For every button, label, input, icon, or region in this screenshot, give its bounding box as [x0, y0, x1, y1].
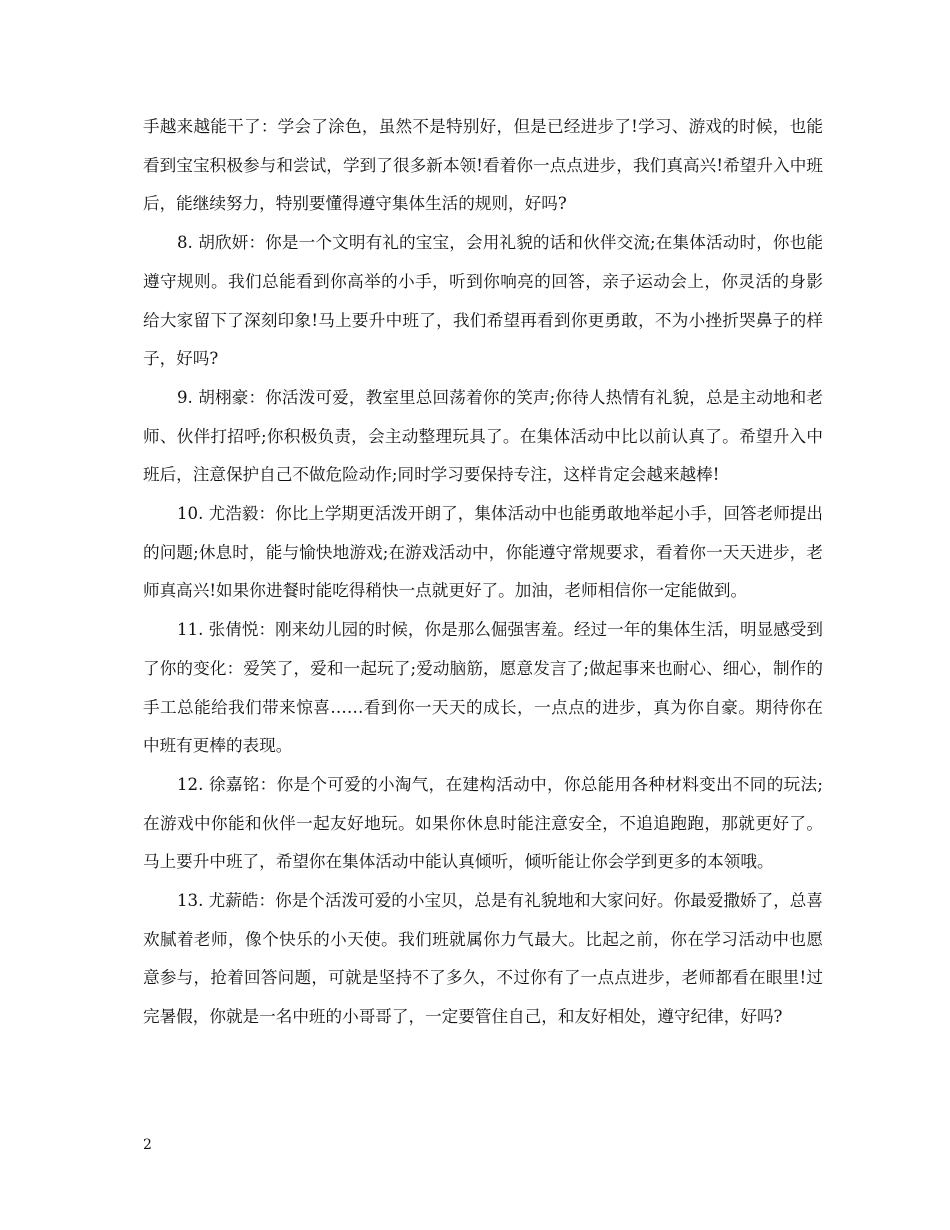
paragraph-continuation: 手越来越能干了：学会了涂色，虽然不是特别好，但是已经进步了!学习、游戏的时候，也能看到宝宝积极参与和尝试，学到了很多新本领!看着你一点点进步，我们真高兴!希望升入中班后，能继续努力，特别要懂得遵守集体生活的规则，好吗?: [143, 117, 823, 214]
paragraph-item-8: 8. 胡欣妍：你是一个文明有礼的宝宝，会用礼貌的话和伙伴交流;在集体活动时，你也能遵守规则。我们总能看到你高举的小手，听到你响亮的回答，亲子运动会上，你灵活的身影给大家留下了深刻印象!马上要升中班了，我们希望再看到你更勇敢，不为小挫折哭鼻子的样子，好吗?: [143, 233, 823, 369]
page-number: 2: [143, 1137, 152, 1153]
paragraph-item-10: 10. 尤浩毅：你比上学期更活泼开朗了，集体活动中也能勇敢地举起小手，回答老师提出的问题;休息时，能与愉快地游戏;在游戏活动中，你能遵守常规要求，看着你一天天进步，老师真高兴!如果你进餐时能吃得稍快一点就更好了。加油，老师相信你一定能做到。: [143, 504, 823, 601]
paragraph-item-9: 9. 胡栩豪：你活泼可爱，教室里总回荡着你的笑声;你待人热情有礼貌，总是主动地和老师、伙伴打招呼;你积极负责，会主动整理玩具了。在集体活动中比以前认真了。希望升入中班后，注意保护自己不做危险动作;同时学习要保持专注，这样肯定会越来越棒!: [143, 387, 823, 485]
document-body: [143, 108, 823, 1037]
paragraph-item-13: 13. 尤薪皓：你是个活泼可爱的小宝贝，总是有礼貌地和大家问好。你最爱撒娇了，总喜欢腻着老师，像个快乐的小天使。我们班就属你力气最大。比起之前，你在学习活动中也愿意参与，抢着回答问题，可就是坚持不了多久，不过你有了一点点进步，老师都看在眼里!过完暑假，你就是一名中班的小哥哥了，一定要管住自己，和友好相处，遵守纪律，好吗?: [143, 891, 823, 1027]
paragraph-item-12: 12. 徐嘉铭：你是个可爱的小淘气，在建构活动中，你总能用各种材料变出不同的玩法;在游戏中你能和伙伴一起友好地玩。如果你休息时能注意安全，不追追跑跑，那就更好了。马上要升中班了，希望你在集体活动中能认真倾听，倾听能让你会学到更多的本领哦。: [143, 774, 823, 872]
paragraph-item-11: 11. 张倩悦：刚来幼儿园的时候，你是那么倔强害羞。经过一年的集体生活，明显感受到了你的变化：爱笑了，爱和一起玩了;爱动脑筋，愿意发言了;做起事来也耐心、细心，制作的手工总能给我们带来惊喜……看到你一天天的成长，一点点的进步，真为你自豪。期待你在中班有更棒的表现。: [143, 620, 823, 756]
